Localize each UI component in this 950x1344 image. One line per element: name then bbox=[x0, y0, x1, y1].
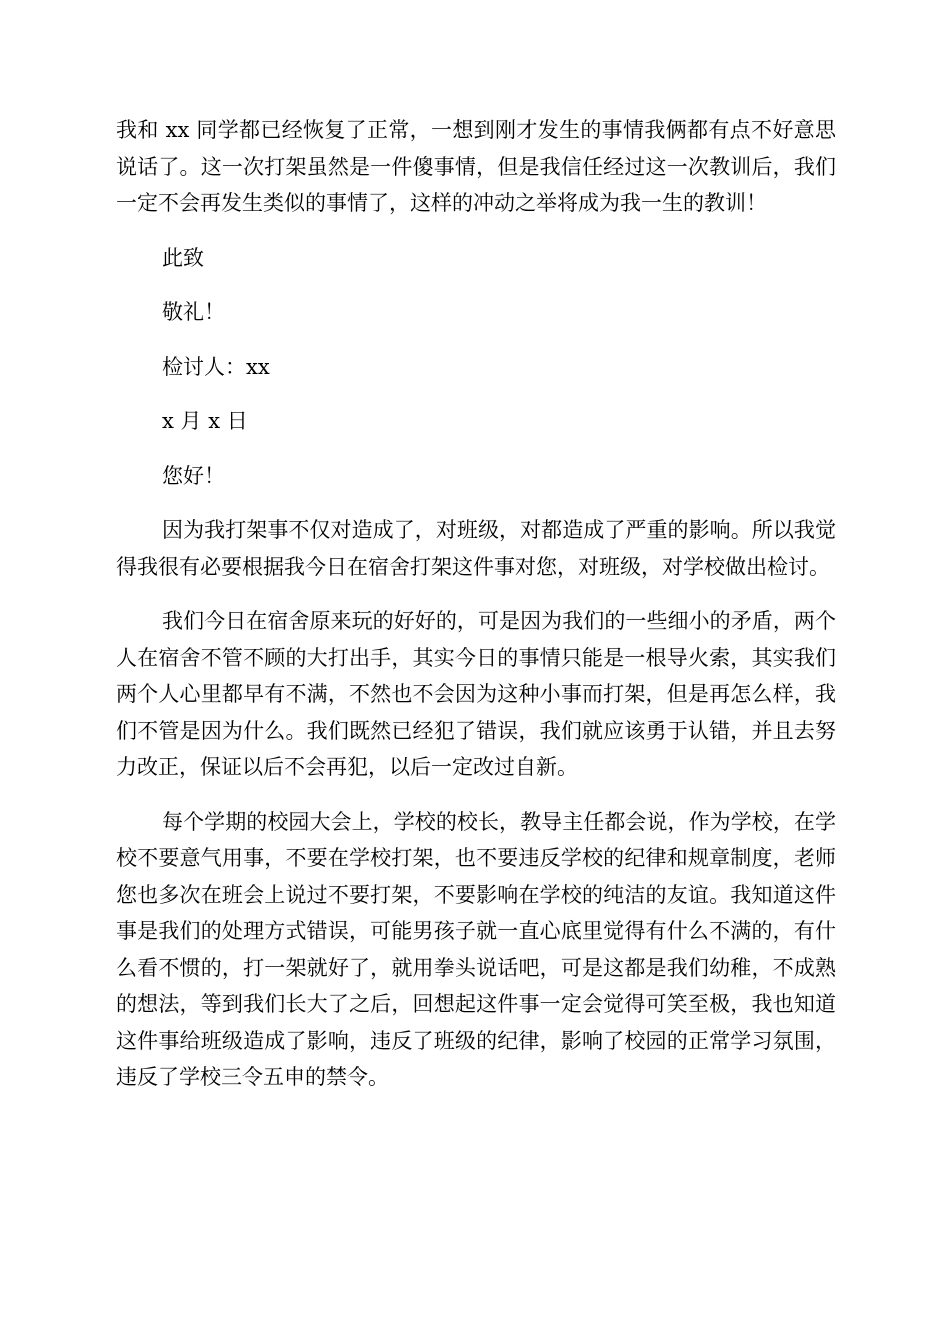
paragraph-body-1: 因为我打架事不仅对造成了，对班级，对都造成了严重的影响。所以我觉得我很有必要根据我今日在宿舍打架这件事对您，对班级，对学校做出检讨。 bbox=[116, 518, 836, 579]
greeting: 您好！ bbox=[162, 463, 225, 488]
closing-respect: 敬礼！ bbox=[162, 300, 225, 324]
signature-date: x 月 x 日 bbox=[162, 409, 248, 433]
paragraph-body-3: 每个学期的校园大会上，学校的校长，教导主任都会说，作为学校，在学校不要意气用事，不要在学校打架，也不要违反学校的纪律和规章制度，老师您也多次在班会上说过不要打架，不要影响在学校的纯洁的友谊。我知道这件事是我们的处理方式错误，可能男孩子就一直心底里觉得有什么不满的，有什么看不惯的，打一架就好了，就用拳头说话吧，可是这都是我们幼稚，不成熟的想法，等到我们长大了之后，回想起这件事一定会觉得可笑至极，我也知道这件事给班级造成了影响，违反了班级的纪律，影响了校园的正常学习氛围，违反了学校三令五申的禁令。 bbox=[116, 809, 836, 1089]
closing-salutation: 此致 bbox=[162, 245, 204, 270]
document-page bbox=[116, 112, 836, 1096]
signature-author: 检讨人：xx bbox=[162, 354, 270, 379]
paragraph-body-2: 我们今日在宿舍原来玩的好好的，可是因为我们的一些细小的矛盾，两个人在宿舍不管不顾的大打出手，其实今日的事情只能是一根导火索，其实我们两个人心里都早有不满，不然也不会因为这种小事而打架，但是再怎么样，我们不管是因为什么。我们既然已经犯了错误，我们就应该勇于认错，并且去努力改正，保证以后不会再犯，以后一定改过自新。 bbox=[116, 609, 836, 779]
paragraph-continuation: 我和 xx 同学都已经恢复了正常，一想到刚才发生的事情我俩都有点不好意思说话了。这一次打架虽然是一件傻事情，但是我信任经过这一次教训后，我们一定不会再发生类似的事情了，这样的冲动之举将成为我一生的教训！ bbox=[116, 118, 836, 215]
